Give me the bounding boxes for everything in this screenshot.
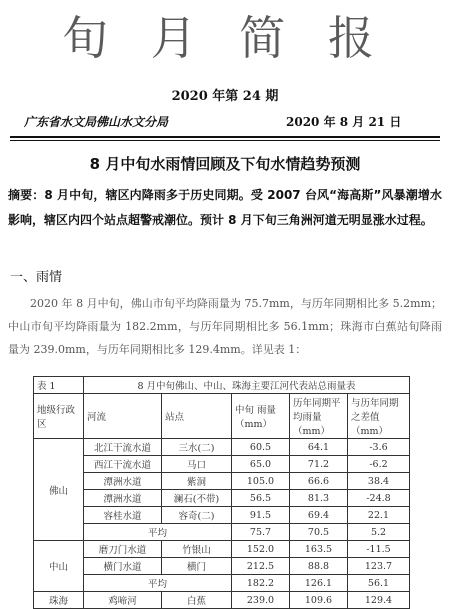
rain-cell: 56.5 bbox=[232, 490, 290, 507]
issue-number: 2020 年第 24 期 bbox=[171, 89, 279, 104]
table-row bbox=[34, 592, 410, 609]
header-rule-thick bbox=[10, 136, 440, 138]
station-cell: 横门 bbox=[162, 558, 232, 575]
header-river: 河流 bbox=[84, 394, 162, 439]
station-cell: 马口 bbox=[162, 456, 232, 473]
river-cell: 潭洲水道 bbox=[84, 490, 162, 507]
table-row bbox=[34, 541, 410, 558]
avg-cell: 69.4 bbox=[290, 507, 348, 524]
table-body bbox=[34, 439, 410, 609]
header-rule-thin bbox=[10, 140, 440, 141]
table-row bbox=[34, 456, 410, 473]
rain-cell: 91.5 bbox=[232, 507, 290, 524]
rain-cell: 105.0 bbox=[232, 473, 290, 490]
river-cell: 西江干流水道 bbox=[84, 456, 162, 473]
table-average-row bbox=[34, 524, 410, 541]
station-cell: 竹银山 bbox=[162, 541, 232, 558]
table-caption-title: 8 月中旬佛山、中山、珠海主要江河代表站总雨量表 bbox=[84, 377, 410, 394]
station-cell: 澜石(不带) bbox=[162, 490, 232, 507]
avg-cell: 66.6 bbox=[290, 473, 348, 490]
diff-cell: 22.1 bbox=[348, 507, 410, 524]
rain-cell: 65.0 bbox=[232, 456, 290, 473]
table-row bbox=[34, 507, 410, 524]
station-cell: 白蕉 bbox=[162, 592, 232, 609]
diff-cell: 56.1 bbox=[348, 575, 410, 592]
abstract: 摘要：8 月中旬，辖区内降雨多于历史同期。受 2007 台风“海高斯”风暴潮增水影响，辖区内四个站点超警戒潮位。预计 8 月下旬三角洲河道无明显涨水过程。 bbox=[8, 188, 442, 227]
avg-cell: 126.1 bbox=[290, 575, 348, 592]
diff-cell: 5.2 bbox=[348, 524, 410, 541]
diff-cell: -3.6 bbox=[348, 439, 410, 456]
header-admin: 地级行政区 bbox=[34, 394, 84, 439]
admin-cell: 佛山 bbox=[34, 439, 84, 541]
publisher: 广东省水文局佛山水文分局 bbox=[24, 115, 169, 129]
header-rain: 中旬 雨量（mm） bbox=[232, 394, 290, 439]
admin-cell: 珠海 bbox=[34, 592, 84, 609]
diff-cell: -24.8 bbox=[348, 490, 410, 507]
rainfall-table bbox=[33, 376, 410, 609]
station-cell: 紫洞 bbox=[162, 473, 232, 490]
publication-date: 2020 年 8 月 21 日 bbox=[286, 115, 402, 129]
table-row bbox=[34, 558, 410, 575]
section-body-rain: 2020 年 8 月中旬，佛山市旬平均降雨量为 75.7mm，与历年同期相比多 5.2mm；中山市旬平均降雨量为 182.2mm，与历年同期相比多 56.1mm；珠海市白蕉站旬降雨量为 239.0mm，与历年同期相比多 129.4mm。详见表 1： bbox=[8, 297, 442, 356]
header-diff: 与历年同期之差值（mm） bbox=[348, 394, 410, 439]
river-cell: 磨刀门水道 bbox=[84, 541, 162, 558]
diff-cell: 123.7 bbox=[348, 558, 410, 575]
river-cell: 横门水道 bbox=[84, 558, 162, 575]
rain-cell: 182.2 bbox=[232, 575, 290, 592]
avg-cell: 71.2 bbox=[290, 456, 348, 473]
avg-cell: 88.8 bbox=[290, 558, 348, 575]
river-cell: 北江干流水道 bbox=[84, 439, 162, 456]
diff-cell: 129.4 bbox=[348, 592, 410, 609]
table-row bbox=[34, 490, 410, 507]
avg-cell: 81.3 bbox=[290, 490, 348, 507]
header-avg: 历年同期平均雨量（mm） bbox=[290, 394, 348, 439]
river-cell: 潭洲水道 bbox=[84, 473, 162, 490]
admin-cell: 中山 bbox=[34, 541, 84, 592]
table-average-row bbox=[34, 575, 410, 592]
river-cell: 鸡啼河 bbox=[84, 592, 162, 609]
table-row bbox=[34, 439, 410, 456]
rain-cell: 239.0 bbox=[232, 592, 290, 609]
station-cell: 容奇(二) bbox=[162, 507, 232, 524]
avg-cell: 64.1 bbox=[290, 439, 348, 456]
avg-cell: 70.5 bbox=[290, 524, 348, 541]
masthead-title: 旬 月 简 报 bbox=[62, 11, 388, 65]
avg-cell: 163.5 bbox=[290, 541, 348, 558]
average-label-cell: 平均 bbox=[84, 575, 232, 592]
river-cell: 容桂水道 bbox=[84, 507, 162, 524]
rain-cell: 75.7 bbox=[232, 524, 290, 541]
rain-cell: 212.5 bbox=[232, 558, 290, 575]
section-heading-rain: 一、雨情 bbox=[10, 270, 63, 285]
station-cell: 三水(二) bbox=[162, 439, 232, 456]
rain-cell: 60.5 bbox=[232, 439, 290, 456]
rainfall-table-container bbox=[33, 376, 409, 607]
rain-cell: 152.0 bbox=[232, 541, 290, 558]
average-label-cell: 平均 bbox=[84, 524, 232, 541]
diff-cell: 38.4 bbox=[348, 473, 410, 490]
diff-cell: -11.5 bbox=[348, 541, 410, 558]
avg-cell: 109.6 bbox=[290, 592, 348, 609]
diff-cell: -6.2 bbox=[348, 456, 410, 473]
headline: 8 月中旬水雨情回顾及下旬水情趋势预测 bbox=[89, 155, 361, 173]
table-row bbox=[34, 473, 410, 490]
header-station: 站点 bbox=[162, 394, 232, 439]
table-caption-number: 表 1 bbox=[34, 377, 84, 394]
